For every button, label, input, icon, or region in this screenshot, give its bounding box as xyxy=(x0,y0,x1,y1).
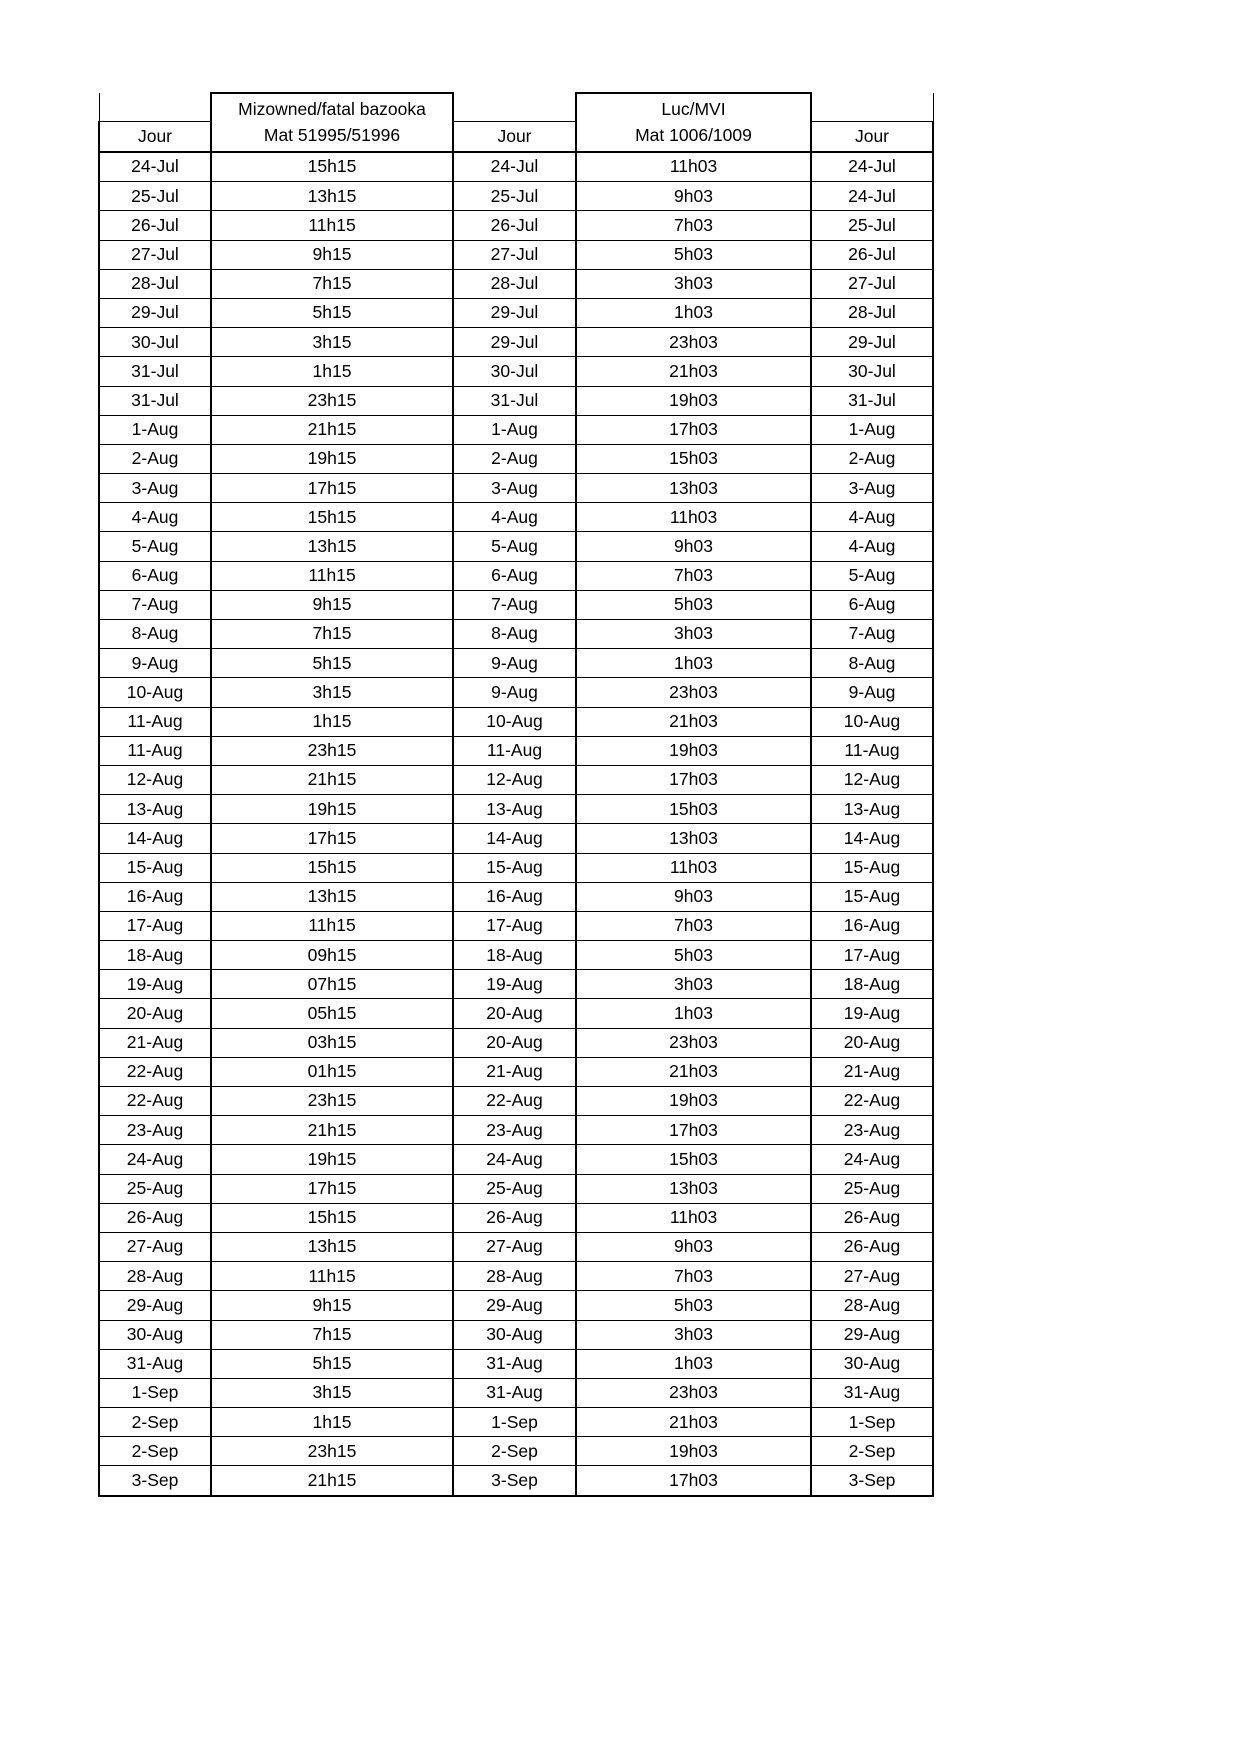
cell-jour-2: 5-Aug xyxy=(453,532,576,561)
cell-time-b: 21h03 xyxy=(576,707,811,736)
cell-jour-3: 17-Aug xyxy=(811,941,933,970)
cell-jour-2: 15-Aug xyxy=(453,853,576,882)
table-row xyxy=(99,765,933,794)
cell-jour-1: 28-Jul xyxy=(99,269,211,298)
cell-jour-1: 3-Aug xyxy=(99,474,211,503)
cell-jour-3: 3-Aug xyxy=(811,474,933,503)
table-row xyxy=(99,882,933,911)
cell-jour-2: 21-Aug xyxy=(453,1057,576,1086)
cell-jour-1: 24-Jul xyxy=(99,152,211,182)
cell-jour-3: 25-Jul xyxy=(811,211,933,240)
table-body xyxy=(99,152,933,1496)
cell-time-a: 11h15 xyxy=(211,1262,453,1291)
cell-jour-3: 9-Aug xyxy=(811,678,933,707)
cell-jour-1: 12-Aug xyxy=(99,765,211,794)
cell-time-a: 21h15 xyxy=(211,1466,453,1496)
table-row xyxy=(99,678,933,707)
cell-jour-3: 10-Aug xyxy=(811,707,933,736)
cell-jour-3: 2-Sep xyxy=(811,1437,933,1466)
cell-time-b: 11h03 xyxy=(576,1203,811,1232)
cell-time-b: 13h03 xyxy=(576,824,811,853)
table-row xyxy=(99,1087,933,1116)
header-row-top xyxy=(99,93,933,122)
cell-jour-3: 26-Jul xyxy=(811,240,933,269)
cell-time-a: 21h15 xyxy=(211,415,453,444)
cell-time-a: 15h15 xyxy=(211,152,453,182)
cell-jour-2: 25-Jul xyxy=(453,182,576,211)
cell-time-b: 7h03 xyxy=(576,211,811,240)
cell-jour-2: 27-Jul xyxy=(453,240,576,269)
cell-jour-2: 1-Aug xyxy=(453,415,576,444)
cell-time-b: 15h03 xyxy=(576,444,811,473)
cell-jour-1: 11-Aug xyxy=(99,736,211,765)
cell-time-a: 05h15 xyxy=(211,999,453,1028)
cell-jour-2: 2-Sep xyxy=(453,1437,576,1466)
cell-jour-2: 2-Aug xyxy=(453,444,576,473)
cell-time-b: 21h03 xyxy=(576,357,811,386)
cell-time-a: 13h15 xyxy=(211,532,453,561)
cell-time-a: 15h15 xyxy=(211,503,453,532)
cell-time-b: 9h03 xyxy=(576,882,811,911)
header-group-b-line1: Luc/MVI xyxy=(661,99,726,120)
cell-time-b: 15h03 xyxy=(576,1145,811,1174)
cell-jour-1: 1-Aug xyxy=(99,415,211,444)
header-jour-2: Jour xyxy=(453,122,576,153)
cell-time-b: 17h03 xyxy=(576,1116,811,1145)
header-group-a xyxy=(211,93,453,152)
cell-time-b: 11h03 xyxy=(576,152,811,182)
cell-time-a: 5h15 xyxy=(211,1349,453,1378)
table-row xyxy=(99,970,933,999)
table-row xyxy=(99,795,933,824)
cell-jour-2: 23-Aug xyxy=(453,1116,576,1145)
cell-jour-3: 1-Aug xyxy=(811,415,933,444)
cell-time-a: 9h15 xyxy=(211,590,453,619)
cell-jour-3: 26-Aug xyxy=(811,1203,933,1232)
table-row xyxy=(99,269,933,298)
cell-jour-1: 2-Aug xyxy=(99,444,211,473)
cell-time-b: 17h03 xyxy=(576,1466,811,1496)
cell-time-a: 3h15 xyxy=(211,678,453,707)
cell-jour-3: 12-Aug xyxy=(811,765,933,794)
cell-jour-3: 31-Aug xyxy=(811,1378,933,1407)
cell-jour-2: 9-Aug xyxy=(453,649,576,678)
cell-time-a: 7h15 xyxy=(211,620,453,649)
cell-time-b: 1h03 xyxy=(576,649,811,678)
cell-jour-2: 13-Aug xyxy=(453,795,576,824)
cell-time-a: 15h15 xyxy=(211,1203,453,1232)
cell-jour-3: 13-Aug xyxy=(811,795,933,824)
cell-time-b: 1h03 xyxy=(576,999,811,1028)
cell-time-a: 15h15 xyxy=(211,853,453,882)
cell-jour-2: 30-Jul xyxy=(453,357,576,386)
cell-time-a: 5h15 xyxy=(211,649,453,678)
cell-jour-1: 20-Aug xyxy=(99,999,211,1028)
cell-jour-3: 8-Aug xyxy=(811,649,933,678)
cell-time-a: 7h15 xyxy=(211,269,453,298)
cell-jour-2: 9-Aug xyxy=(453,678,576,707)
table-row xyxy=(99,1466,933,1496)
cell-jour-2: 1-Sep xyxy=(453,1408,576,1437)
header-blank-col3 xyxy=(453,93,576,122)
table-row xyxy=(99,1145,933,1174)
table-row xyxy=(99,1174,933,1203)
cell-jour-2: 22-Aug xyxy=(453,1087,576,1116)
cell-time-b: 3h03 xyxy=(576,620,811,649)
cell-jour-1: 3-Sep xyxy=(99,1466,211,1496)
cell-jour-3: 24-Aug xyxy=(811,1145,933,1174)
cell-jour-2: 8-Aug xyxy=(453,620,576,649)
cell-jour-3: 14-Aug xyxy=(811,824,933,853)
cell-time-a: 21h15 xyxy=(211,1116,453,1145)
cell-jour-1: 29-Jul xyxy=(99,298,211,327)
cell-time-a: 5h15 xyxy=(211,298,453,327)
cell-time-a: 23h15 xyxy=(211,1087,453,1116)
cell-jour-1: 30-Aug xyxy=(99,1320,211,1349)
cell-jour-1: 16-Aug xyxy=(99,882,211,911)
cell-jour-1: 7-Aug xyxy=(99,590,211,619)
cell-jour-3: 28-Jul xyxy=(811,298,933,327)
table-row xyxy=(99,328,933,357)
cell-jour-1: 1-Sep xyxy=(99,1378,211,1407)
cell-time-b: 9h03 xyxy=(576,532,811,561)
cell-jour-2: 3-Aug xyxy=(453,474,576,503)
cell-jour-2: 26-Aug xyxy=(453,1203,576,1232)
table-row xyxy=(99,474,933,503)
cell-jour-2: 3-Sep xyxy=(453,1466,576,1496)
cell-time-a: 1h15 xyxy=(211,357,453,386)
cell-time-a: 09h15 xyxy=(211,941,453,970)
cell-jour-3: 15-Aug xyxy=(811,853,933,882)
table-row xyxy=(99,1028,933,1057)
cell-jour-1: 27-Aug xyxy=(99,1232,211,1261)
cell-jour-2: 28-Jul xyxy=(453,269,576,298)
table-row xyxy=(99,707,933,736)
cell-jour-1: 18-Aug xyxy=(99,941,211,970)
cell-jour-1: 17-Aug xyxy=(99,911,211,940)
table-row xyxy=(99,590,933,619)
cell-jour-1: 31-Aug xyxy=(99,1349,211,1378)
cell-jour-2: 29-Aug xyxy=(453,1291,576,1320)
cell-time-b: 5h03 xyxy=(576,1291,811,1320)
cell-jour-1: 26-Aug xyxy=(99,1203,211,1232)
cell-time-a: 23h15 xyxy=(211,1437,453,1466)
cell-jour-2: 26-Jul xyxy=(453,211,576,240)
schedule-table-container xyxy=(98,92,934,1497)
cell-jour-3: 4-Aug xyxy=(811,532,933,561)
cell-jour-1: 14-Aug xyxy=(99,824,211,853)
cell-jour-3: 23-Aug xyxy=(811,1116,933,1145)
cell-jour-2: 18-Aug xyxy=(453,941,576,970)
cell-time-b: 9h03 xyxy=(576,1232,811,1261)
cell-time-a: 19h15 xyxy=(211,795,453,824)
cell-jour-3: 22-Aug xyxy=(811,1087,933,1116)
cell-time-b: 11h03 xyxy=(576,853,811,882)
cell-jour-3: 25-Aug xyxy=(811,1174,933,1203)
cell-time-a: 07h15 xyxy=(211,970,453,999)
cell-jour-2: 29-Jul xyxy=(453,298,576,327)
cell-jour-3: 6-Aug xyxy=(811,590,933,619)
cell-jour-3: 28-Aug xyxy=(811,1291,933,1320)
cell-time-a: 11h15 xyxy=(211,911,453,940)
cell-time-b: 17h03 xyxy=(576,415,811,444)
cell-jour-3: 26-Aug xyxy=(811,1232,933,1261)
cell-jour-3: 1-Sep xyxy=(811,1408,933,1437)
cell-jour-1: 11-Aug xyxy=(99,707,211,736)
cell-jour-3: 4-Aug xyxy=(811,503,933,532)
cell-jour-2: 20-Aug xyxy=(453,1028,576,1057)
cell-time-a: 23h15 xyxy=(211,386,453,415)
table-row xyxy=(99,1437,933,1466)
cell-time-a: 1h15 xyxy=(211,707,453,736)
cell-jour-2: 30-Aug xyxy=(453,1320,576,1349)
cell-jour-2: 27-Aug xyxy=(453,1232,576,1261)
cell-time-a: 03h15 xyxy=(211,1028,453,1057)
cell-time-a: 19h15 xyxy=(211,1145,453,1174)
cell-time-b: 11h03 xyxy=(576,503,811,532)
cell-jour-2: 4-Aug xyxy=(453,503,576,532)
cell-jour-1: 25-Jul xyxy=(99,182,211,211)
cell-jour-3: 2-Aug xyxy=(811,444,933,473)
cell-jour-1: 25-Aug xyxy=(99,1174,211,1203)
cell-jour-2: 10-Aug xyxy=(453,707,576,736)
cell-time-b: 9h03 xyxy=(576,182,811,211)
cell-jour-1: 2-Sep xyxy=(99,1437,211,1466)
cell-jour-1: 29-Aug xyxy=(99,1291,211,1320)
cell-time-a: 13h15 xyxy=(211,1232,453,1261)
cell-time-b: 7h03 xyxy=(576,561,811,590)
cell-time-a: 11h15 xyxy=(211,561,453,590)
cell-jour-1: 10-Aug xyxy=(99,678,211,707)
header-blank-col1 xyxy=(99,93,211,122)
table-row xyxy=(99,386,933,415)
cell-jour-1: 28-Aug xyxy=(99,1262,211,1291)
cell-jour-1: 8-Aug xyxy=(99,620,211,649)
cell-time-a: 9h15 xyxy=(211,1291,453,1320)
table-row xyxy=(99,240,933,269)
cell-jour-2: 19-Aug xyxy=(453,970,576,999)
cell-jour-3: 27-Jul xyxy=(811,269,933,298)
cell-jour-2: 29-Jul xyxy=(453,328,576,357)
cell-jour-3: 15-Aug xyxy=(811,882,933,911)
cell-jour-1: 9-Aug xyxy=(99,649,211,678)
table-header xyxy=(99,93,933,152)
cell-time-b: 3h03 xyxy=(576,269,811,298)
cell-jour-3: 30-Aug xyxy=(811,1349,933,1378)
table-row xyxy=(99,211,933,240)
cell-time-b: 13h03 xyxy=(576,1174,811,1203)
cell-jour-2: 24-Aug xyxy=(453,1145,576,1174)
cell-time-b: 23h03 xyxy=(576,328,811,357)
cell-time-b: 7h03 xyxy=(576,911,811,940)
cell-time-a: 9h15 xyxy=(211,240,453,269)
table-row xyxy=(99,357,933,386)
cell-time-b: 5h03 xyxy=(576,240,811,269)
table-row xyxy=(99,1057,933,1086)
cell-jour-3: 20-Aug xyxy=(811,1028,933,1057)
cell-time-b: 5h03 xyxy=(576,941,811,970)
cell-jour-3: 29-Aug xyxy=(811,1320,933,1349)
table-row xyxy=(99,1203,933,1232)
cell-jour-3: 11-Aug xyxy=(811,736,933,765)
cell-time-b: 23h03 xyxy=(576,678,811,707)
cell-time-a: 13h15 xyxy=(211,182,453,211)
table-row xyxy=(99,561,933,590)
cell-jour-2: 20-Aug xyxy=(453,999,576,1028)
cell-time-a: 7h15 xyxy=(211,1320,453,1349)
cell-time-b: 5h03 xyxy=(576,590,811,619)
cell-jour-1: 19-Aug xyxy=(99,970,211,999)
cell-time-a: 3h15 xyxy=(211,328,453,357)
cell-time-a: 17h15 xyxy=(211,824,453,853)
header-jour-3: Jour xyxy=(811,122,933,153)
cell-jour-1: 22-Aug xyxy=(99,1087,211,1116)
table-row xyxy=(99,182,933,211)
cell-jour-1: 4-Aug xyxy=(99,503,211,532)
cell-jour-2: 31-Aug xyxy=(453,1378,576,1407)
cell-jour-1: 21-Aug xyxy=(99,1028,211,1057)
cell-time-a: 23h15 xyxy=(211,736,453,765)
cell-jour-1: 22-Aug xyxy=(99,1057,211,1086)
cell-time-b: 21h03 xyxy=(576,1408,811,1437)
table-row xyxy=(99,620,933,649)
table-row xyxy=(99,853,933,882)
cell-jour-2: 28-Aug xyxy=(453,1262,576,1291)
cell-jour-3: 21-Aug xyxy=(811,1057,933,1086)
cell-jour-1: 27-Jul xyxy=(99,240,211,269)
cell-time-b: 13h03 xyxy=(576,474,811,503)
cell-jour-1: 30-Jul xyxy=(99,328,211,357)
cell-time-a: 11h15 xyxy=(211,211,453,240)
cell-jour-2: 11-Aug xyxy=(453,736,576,765)
cell-time-b: 1h03 xyxy=(576,298,811,327)
header-group-a-line1: Mizowned/fatal bazooka xyxy=(238,99,426,120)
table-row xyxy=(99,444,933,473)
cell-jour-2: 16-Aug xyxy=(453,882,576,911)
cell-jour-2: 14-Aug xyxy=(453,824,576,853)
cell-jour-3: 18-Aug xyxy=(811,970,933,999)
cell-jour-3: 19-Aug xyxy=(811,999,933,1028)
table-row xyxy=(99,1232,933,1261)
cell-jour-3: 24-Jul xyxy=(811,182,933,211)
table-row xyxy=(99,298,933,327)
cell-time-a: 19h15 xyxy=(211,444,453,473)
cell-jour-3: 30-Jul xyxy=(811,357,933,386)
cell-jour-2: 31-Aug xyxy=(453,1349,576,1378)
cell-jour-3: 16-Aug xyxy=(811,911,933,940)
cell-time-b: 3h03 xyxy=(576,1320,811,1349)
cell-time-b: 17h03 xyxy=(576,765,811,794)
cell-jour-3: 24-Jul xyxy=(811,152,933,182)
cell-time-b: 21h03 xyxy=(576,1057,811,1086)
header-group-b xyxy=(576,93,811,152)
cell-jour-2: 24-Jul xyxy=(453,152,576,182)
table-row xyxy=(99,999,933,1028)
table-row xyxy=(99,1116,933,1145)
cell-time-b: 19h03 xyxy=(576,1087,811,1116)
cell-jour-1: 24-Aug xyxy=(99,1145,211,1174)
table-row xyxy=(99,1349,933,1378)
cell-time-a: 17h15 xyxy=(211,474,453,503)
cell-jour-3: 29-Jul xyxy=(811,328,933,357)
table-row xyxy=(99,736,933,765)
cell-time-a: 17h15 xyxy=(211,1174,453,1203)
table-row xyxy=(99,824,933,853)
header-jour-1: Jour xyxy=(99,122,211,153)
cell-time-b: 23h03 xyxy=(576,1028,811,1057)
cell-time-a: 1h15 xyxy=(211,1408,453,1437)
cell-time-b: 19h03 xyxy=(576,736,811,765)
cell-jour-1: 6-Aug xyxy=(99,561,211,590)
table-row xyxy=(99,911,933,940)
cell-time-a: 13h15 xyxy=(211,882,453,911)
cell-time-b: 23h03 xyxy=(576,1378,811,1407)
table-row xyxy=(99,649,933,678)
table-row xyxy=(99,1378,933,1407)
cell-jour-2: 7-Aug xyxy=(453,590,576,619)
cell-time-b: 1h03 xyxy=(576,1349,811,1378)
header-group-a-line2: Mat 51995/51996 xyxy=(263,124,401,145)
cell-jour-1: 23-Aug xyxy=(99,1116,211,1145)
table-row xyxy=(99,1320,933,1349)
table-row xyxy=(99,1291,933,1320)
header-blank-col5 xyxy=(811,93,933,122)
cell-jour-3: 31-Jul xyxy=(811,386,933,415)
cell-jour-3: 7-Aug xyxy=(811,620,933,649)
table-row xyxy=(99,1408,933,1437)
cell-jour-2: 31-Jul xyxy=(453,386,576,415)
cell-jour-1: 2-Sep xyxy=(99,1408,211,1437)
table-row xyxy=(99,1262,933,1291)
cell-jour-1: 31-Jul xyxy=(99,357,211,386)
cell-time-b: 19h03 xyxy=(576,386,811,415)
cell-jour-1: 15-Aug xyxy=(99,853,211,882)
cell-time-b: 3h03 xyxy=(576,970,811,999)
cell-time-b: 19h03 xyxy=(576,1437,811,1466)
cell-time-b: 15h03 xyxy=(576,795,811,824)
schedule-table xyxy=(98,92,934,1497)
cell-jour-1: 5-Aug xyxy=(99,532,211,561)
cell-jour-2: 6-Aug xyxy=(453,561,576,590)
cell-jour-3: 3-Sep xyxy=(811,1466,933,1496)
header-group-b-line2: Mat 1006/1009 xyxy=(635,124,752,145)
cell-jour-1: 26-Jul xyxy=(99,211,211,240)
cell-jour-2: 17-Aug xyxy=(453,911,576,940)
cell-time-a: 01h15 xyxy=(211,1057,453,1086)
table-row xyxy=(99,503,933,532)
cell-jour-3: 27-Aug xyxy=(811,1262,933,1291)
table-row xyxy=(99,532,933,561)
cell-time-b: 7h03 xyxy=(576,1262,811,1291)
cell-time-a: 3h15 xyxy=(211,1378,453,1407)
cell-jour-2: 25-Aug xyxy=(453,1174,576,1203)
cell-jour-2: 12-Aug xyxy=(453,765,576,794)
cell-jour-1: 31-Jul xyxy=(99,386,211,415)
cell-jour-3: 5-Aug xyxy=(811,561,933,590)
cell-jour-1: 13-Aug xyxy=(99,795,211,824)
table-row xyxy=(99,415,933,444)
table-row xyxy=(99,941,933,970)
cell-time-a: 21h15 xyxy=(211,765,453,794)
table-row xyxy=(99,152,933,182)
